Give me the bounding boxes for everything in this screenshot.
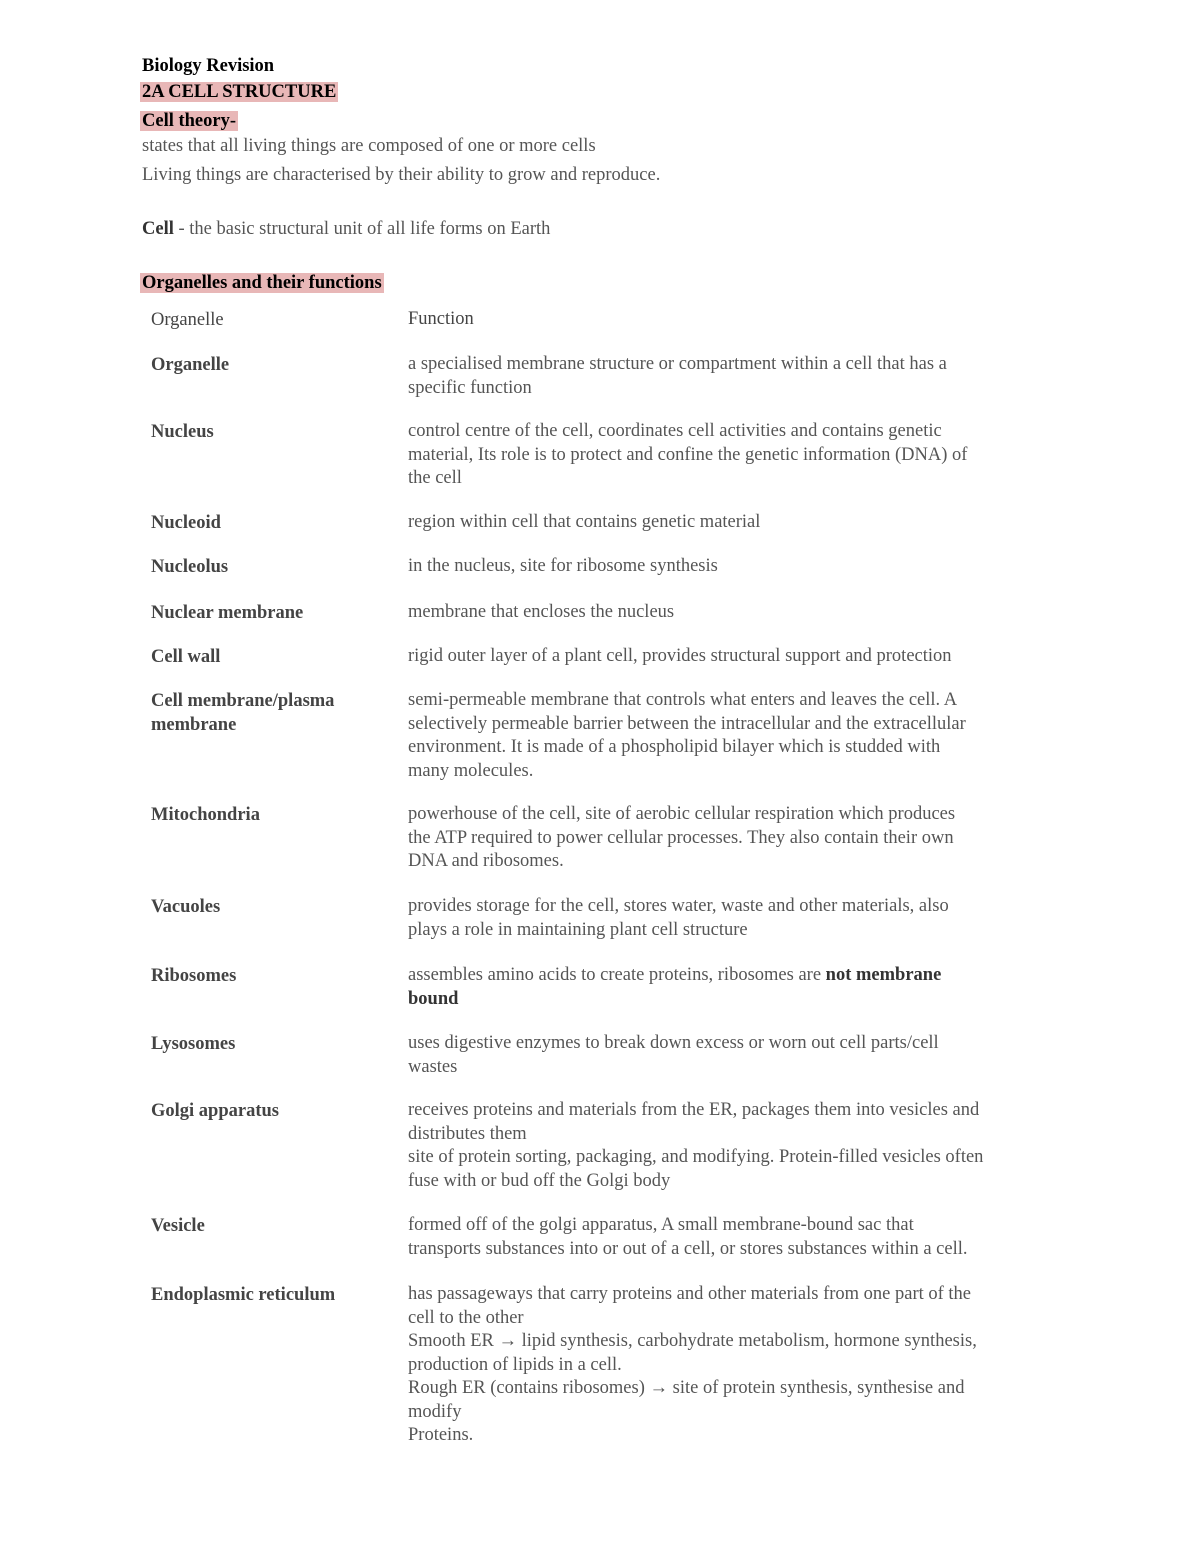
table-header-organelle: Organelle (151, 310, 224, 330)
function-line: receives proteins and materials from the ER, packages them into vesicles and (408, 1100, 980, 1120)
table-row-function (408, 964, 1058, 1011)
organelle-name-line: Mitochondria (151, 805, 260, 825)
function-line: semi-permeable membrane that controls what enters and leaves the cell. A (408, 690, 958, 710)
organelle-name-line: Vesicle (151, 1216, 205, 1236)
table-row-organelle-name (151, 353, 381, 377)
cell-theory-label: Cell theory- (142, 111, 237, 131)
function-line: many molecules. (408, 760, 534, 781)
organelle-name-line: Cell wall (151, 647, 221, 667)
organelle-name-line: Vacuoles (151, 897, 221, 917)
cell-theory-line-2: Living things are characterised by their ability to grow and reproduce. (142, 165, 661, 185)
section-heading-text: 2A CELL STRUCTURE (142, 82, 337, 102)
function-text: assembles amino acids to create proteins, ribosomes are (408, 965, 826, 985)
table-row-organelle-name (151, 964, 381, 988)
function-line: Rough ER (contains ribosomes) → site of protein synthesis, synthesise and (408, 1378, 965, 1398)
table-header-function: Function (408, 309, 474, 329)
table-row-organelle-name (151, 689, 381, 737)
table-row-organelle-name (151, 1283, 381, 1307)
organelle-name-line: membrane (151, 715, 237, 735)
table-row-function (408, 1283, 1058, 1448)
function-line: Smooth ER → lipid synthesis, carbohydrate metabolism, hormone synthesis, (408, 1331, 977, 1351)
organelles-heading (142, 271, 384, 295)
function-line: DNA and ribosomes. (408, 851, 564, 871)
function-line: site of protein sorting, packaging, and modifying. Protein-filled vesicles often (408, 1147, 984, 1167)
function-line: specific function (408, 377, 532, 398)
function-line (408, 964, 1058, 988)
function-line: a specialised membrane structure or compartment within a cell that has a (408, 354, 947, 374)
table-row-organelle-name (151, 1099, 381, 1123)
organelle-name-line: Nucleoid (151, 513, 221, 533)
function-emphasis: bound (408, 988, 459, 1009)
table-row-organelle-name (151, 895, 381, 919)
function-emphasis: not membrane (825, 965, 942, 985)
table-row-organelle-name (151, 601, 381, 625)
cell-def-text: - the basic structural unit of all life forms on Earth (173, 219, 551, 239)
function-line: uses digestive enzymes to break down excess or worn out cell parts/cell (408, 1033, 939, 1053)
function-line: in the nucleus, site for ribosome synthesis (408, 556, 718, 576)
function-line: production of lipids in a cell. (408, 1354, 622, 1375)
function-line: plays a role in maintaining plant cell structure (408, 919, 748, 940)
table-row-function (408, 1032, 1058, 1079)
organelle-name-line: Ribosomes (151, 966, 237, 986)
function-line: cell to the other (408, 1307, 524, 1328)
table-row-function (408, 803, 1058, 874)
table-row-organelle-name (151, 420, 381, 444)
table-row-organelle-name (151, 511, 381, 535)
organelles-heading-text: Organelles and their functions (142, 273, 382, 293)
function-line: environment. It is made of a phospholipid bilayer which is studded with (408, 737, 941, 757)
function-line: distributes them (408, 1123, 527, 1144)
function-line: the cell (408, 468, 462, 488)
function-line: has passageways that carry proteins and other materials from one part of the (408, 1284, 972, 1304)
table-row-organelle-name (151, 1032, 381, 1056)
function-line: control centre of the cell, coordinates cell activities and contains genetic (408, 421, 942, 441)
table-row-function (408, 1214, 1058, 1261)
function-line: selectively permeable barrier between the intracellular and the extracellular (408, 713, 966, 734)
cell-theory-line-1: states that all living things are composed of one or more cells (142, 136, 596, 156)
doc-title: Biology Revision (142, 56, 275, 76)
function-line: formed off of the golgi apparatus, A small membrane-bound sac that (408, 1215, 914, 1235)
table-row-organelle-name (151, 803, 381, 827)
table-row-organelle-name (151, 645, 381, 669)
function-line: fuse with or bud off the Golgi body (408, 1170, 671, 1191)
table-row-organelle-name (151, 1214, 381, 1238)
organelle-name-line: Organelle (151, 355, 230, 375)
table-row-function (408, 420, 1058, 491)
organelle-name-line: Cell membrane/plasma (151, 691, 335, 711)
organelle-name-line: Lysosomes (151, 1034, 236, 1054)
function-line: wastes (408, 1056, 458, 1077)
cell-term: Cell (142, 219, 174, 239)
section-heading (142, 80, 338, 104)
function-line: modify (408, 1401, 462, 1422)
table-row-function (408, 353, 1058, 400)
organelle-name-line: Golgi apparatus (151, 1101, 279, 1121)
cell-theory-heading (142, 109, 238, 133)
table-row-organelle-name (151, 555, 381, 579)
function-line: region within cell that contains genetic material (408, 512, 761, 532)
function-line: Proteins. (408, 1425, 474, 1445)
function-line: membrane that encloses the nucleus (408, 602, 675, 622)
organelle-name-line: Nuclear membrane (151, 603, 304, 623)
function-line: provides storage for the cell, stores water, waste and other materials, also (408, 896, 949, 916)
table-row-function (408, 601, 1058, 625)
function-line: powerhouse of the cell, site of aerobic cellular respiration which produces (408, 804, 956, 824)
table-row-function (408, 645, 1058, 669)
organelle-name-line: Nucleolus (151, 557, 229, 577)
table-row-function (408, 689, 1058, 783)
table-row-function (408, 895, 1058, 942)
organelle-name-line: Nucleus (151, 422, 214, 442)
function-line: rigid outer layer of a plant cell, provides structural support and protection (408, 646, 952, 666)
cell-definition (142, 217, 550, 241)
table-row-function (408, 555, 1058, 579)
table-row-function (408, 511, 1058, 535)
table-row-function (408, 1099, 1058, 1193)
function-line: transports substances into or out of a cell, or stores substances within a cell. (408, 1238, 968, 1259)
function-line: material, Its role is to protect and confine the genetic information (DNA) of (408, 444, 968, 465)
function-line: the ATP required to power cellular processes. They also contain their own (408, 827, 954, 848)
organelle-name-line: Endoplasmic reticulum (151, 1285, 336, 1305)
